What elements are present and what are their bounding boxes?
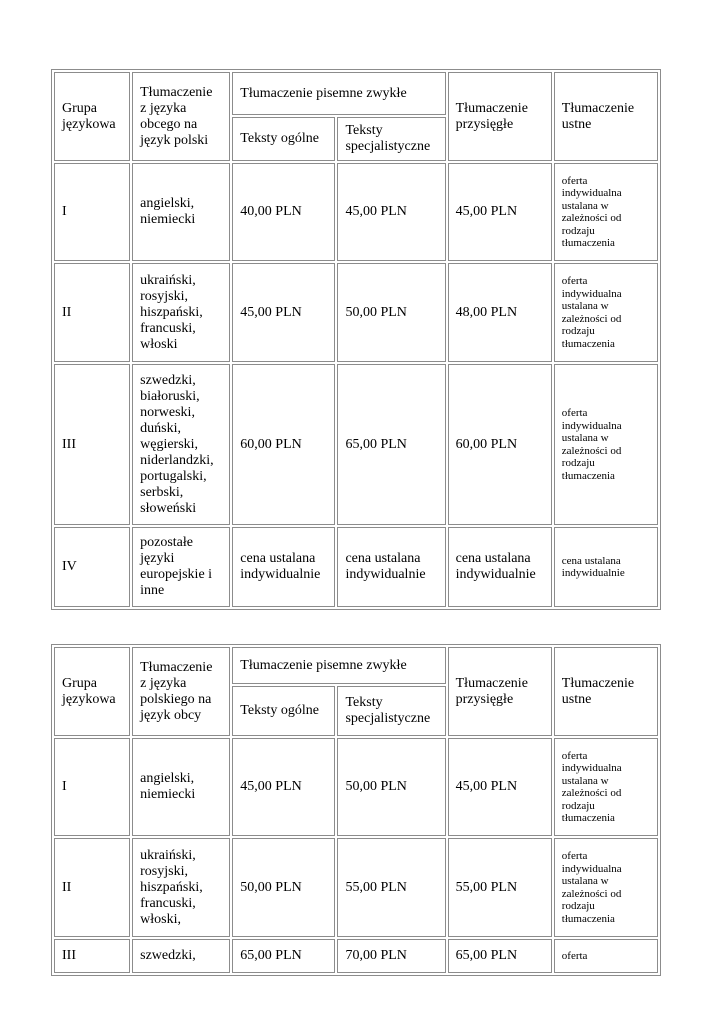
- cell-languages: angielski, niemiecki: [132, 738, 230, 836]
- cell-sworn: cena ustalana indywidualnie: [448, 527, 552, 607]
- cell-specialist: 45,00 PLN: [337, 163, 445, 261]
- table-row: [54, 364, 658, 525]
- cell-general: 65,00 PLN: [232, 939, 335, 973]
- cell-specialist: cena ustalana indywidualnie: [337, 527, 445, 607]
- cell-oral: oferta indywidualna ustalana w zależności od rodzaju tłumaczenia: [554, 163, 658, 261]
- cell-specialist: 55,00 PLN: [337, 838, 445, 937]
- header-written: Tłumaczenie pisemne zwykłe: [232, 647, 445, 684]
- cell-sworn: 45,00 PLN: [448, 163, 552, 261]
- table-row: [54, 263, 658, 362]
- cell-sworn: 60,00 PLN: [448, 364, 552, 525]
- table-row: [54, 738, 658, 836]
- table-row: [54, 163, 658, 261]
- cell-languages: ukraiński, rosyjski, hiszpański, francuski, włoski,: [132, 838, 230, 937]
- header-direction: Tłumaczenie z języka polskiego na język obcy: [132, 647, 230, 736]
- cell-specialist: 70,00 PLN: [337, 939, 445, 973]
- cell-oral: oferta indywidualna ustalana w zależności od rodzaju tłumaczenia: [554, 838, 658, 937]
- cell-sworn: 65,00 PLN: [448, 939, 552, 973]
- price-table-foreign-to-polish: [51, 69, 661, 610]
- table-row: [54, 838, 658, 937]
- cell-general: 60,00 PLN: [232, 364, 335, 525]
- cell-group: III: [54, 364, 130, 525]
- cell-general: cena ustalana indywidualnie: [232, 527, 335, 607]
- cell-specialist: 65,00 PLN: [337, 364, 445, 525]
- header-group: Grupa językowa: [54, 647, 130, 736]
- header-written: Tłumaczenie pisemne zwykłe: [232, 72, 445, 115]
- cell-group: III: [54, 939, 130, 973]
- price-table-polish-to-foreign: [51, 644, 661, 976]
- cell-languages: ukraiński, rosyjski, hiszpański, francuski, włoski: [132, 263, 230, 362]
- cell-oral: oferta indywidualna ustalana w zależności od rodzaju tłumaczenia: [554, 364, 658, 525]
- cell-specialist: 50,00 PLN: [337, 738, 445, 836]
- header-sworn: Tłumaczenie przysięgłe: [448, 72, 552, 161]
- cell-group: I: [54, 738, 130, 836]
- header-sworn: Tłumaczenie przysięgłe: [448, 647, 552, 736]
- cell-oral: cena ustalana indywidualnie: [554, 527, 658, 607]
- header-specialist: Teksty specjalistyczne: [337, 117, 445, 161]
- cell-languages: szwedzki, białoruski, norweski, duński, węgierski, niderlandzki, portugalski, serbski, słoweński: [132, 364, 230, 525]
- header-specialist: Teksty specjalistyczne: [337, 686, 445, 736]
- cell-general: 50,00 PLN: [232, 838, 335, 937]
- table-row: [54, 527, 658, 607]
- header-oral: Tłumaczenie ustne: [554, 72, 658, 161]
- cell-sworn: 48,00 PLN: [448, 263, 552, 362]
- table-row: [54, 939, 658, 973]
- cell-languages: angielski, niemiecki: [132, 163, 230, 261]
- cell-group: II: [54, 263, 130, 362]
- cell-group: II: [54, 838, 130, 937]
- header-general: Teksty ogólne: [232, 117, 335, 161]
- cell-general: 45,00 PLN: [232, 263, 335, 362]
- cell-oral: oferta indywidualna ustalana w zależności od rodzaju tłumaczenia: [554, 263, 658, 362]
- header-direction: Tłumaczenie z języka obcego na język polski: [132, 72, 230, 161]
- cell-oral: oferta: [554, 939, 658, 973]
- cell-oral: oferta indywidualna ustalana w zależności od rodzaju tłumaczenia: [554, 738, 658, 836]
- cell-languages: szwedzki,: [132, 939, 230, 973]
- cell-general: 40,00 PLN: [232, 163, 335, 261]
- cell-group: I: [54, 163, 130, 261]
- cell-general: 45,00 PLN: [232, 738, 335, 836]
- cell-specialist: 50,00 PLN: [337, 263, 445, 362]
- header-oral: Tłumaczenie ustne: [554, 647, 658, 736]
- cell-group: IV: [54, 527, 130, 607]
- cell-sworn: 55,00 PLN: [448, 838, 552, 937]
- cell-languages: pozostałe języki europejskie i inne: [132, 527, 230, 607]
- cell-sworn: 45,00 PLN: [448, 738, 552, 836]
- header-group: Grupa językowa: [54, 72, 130, 161]
- header-general: Teksty ogólne: [232, 686, 335, 736]
